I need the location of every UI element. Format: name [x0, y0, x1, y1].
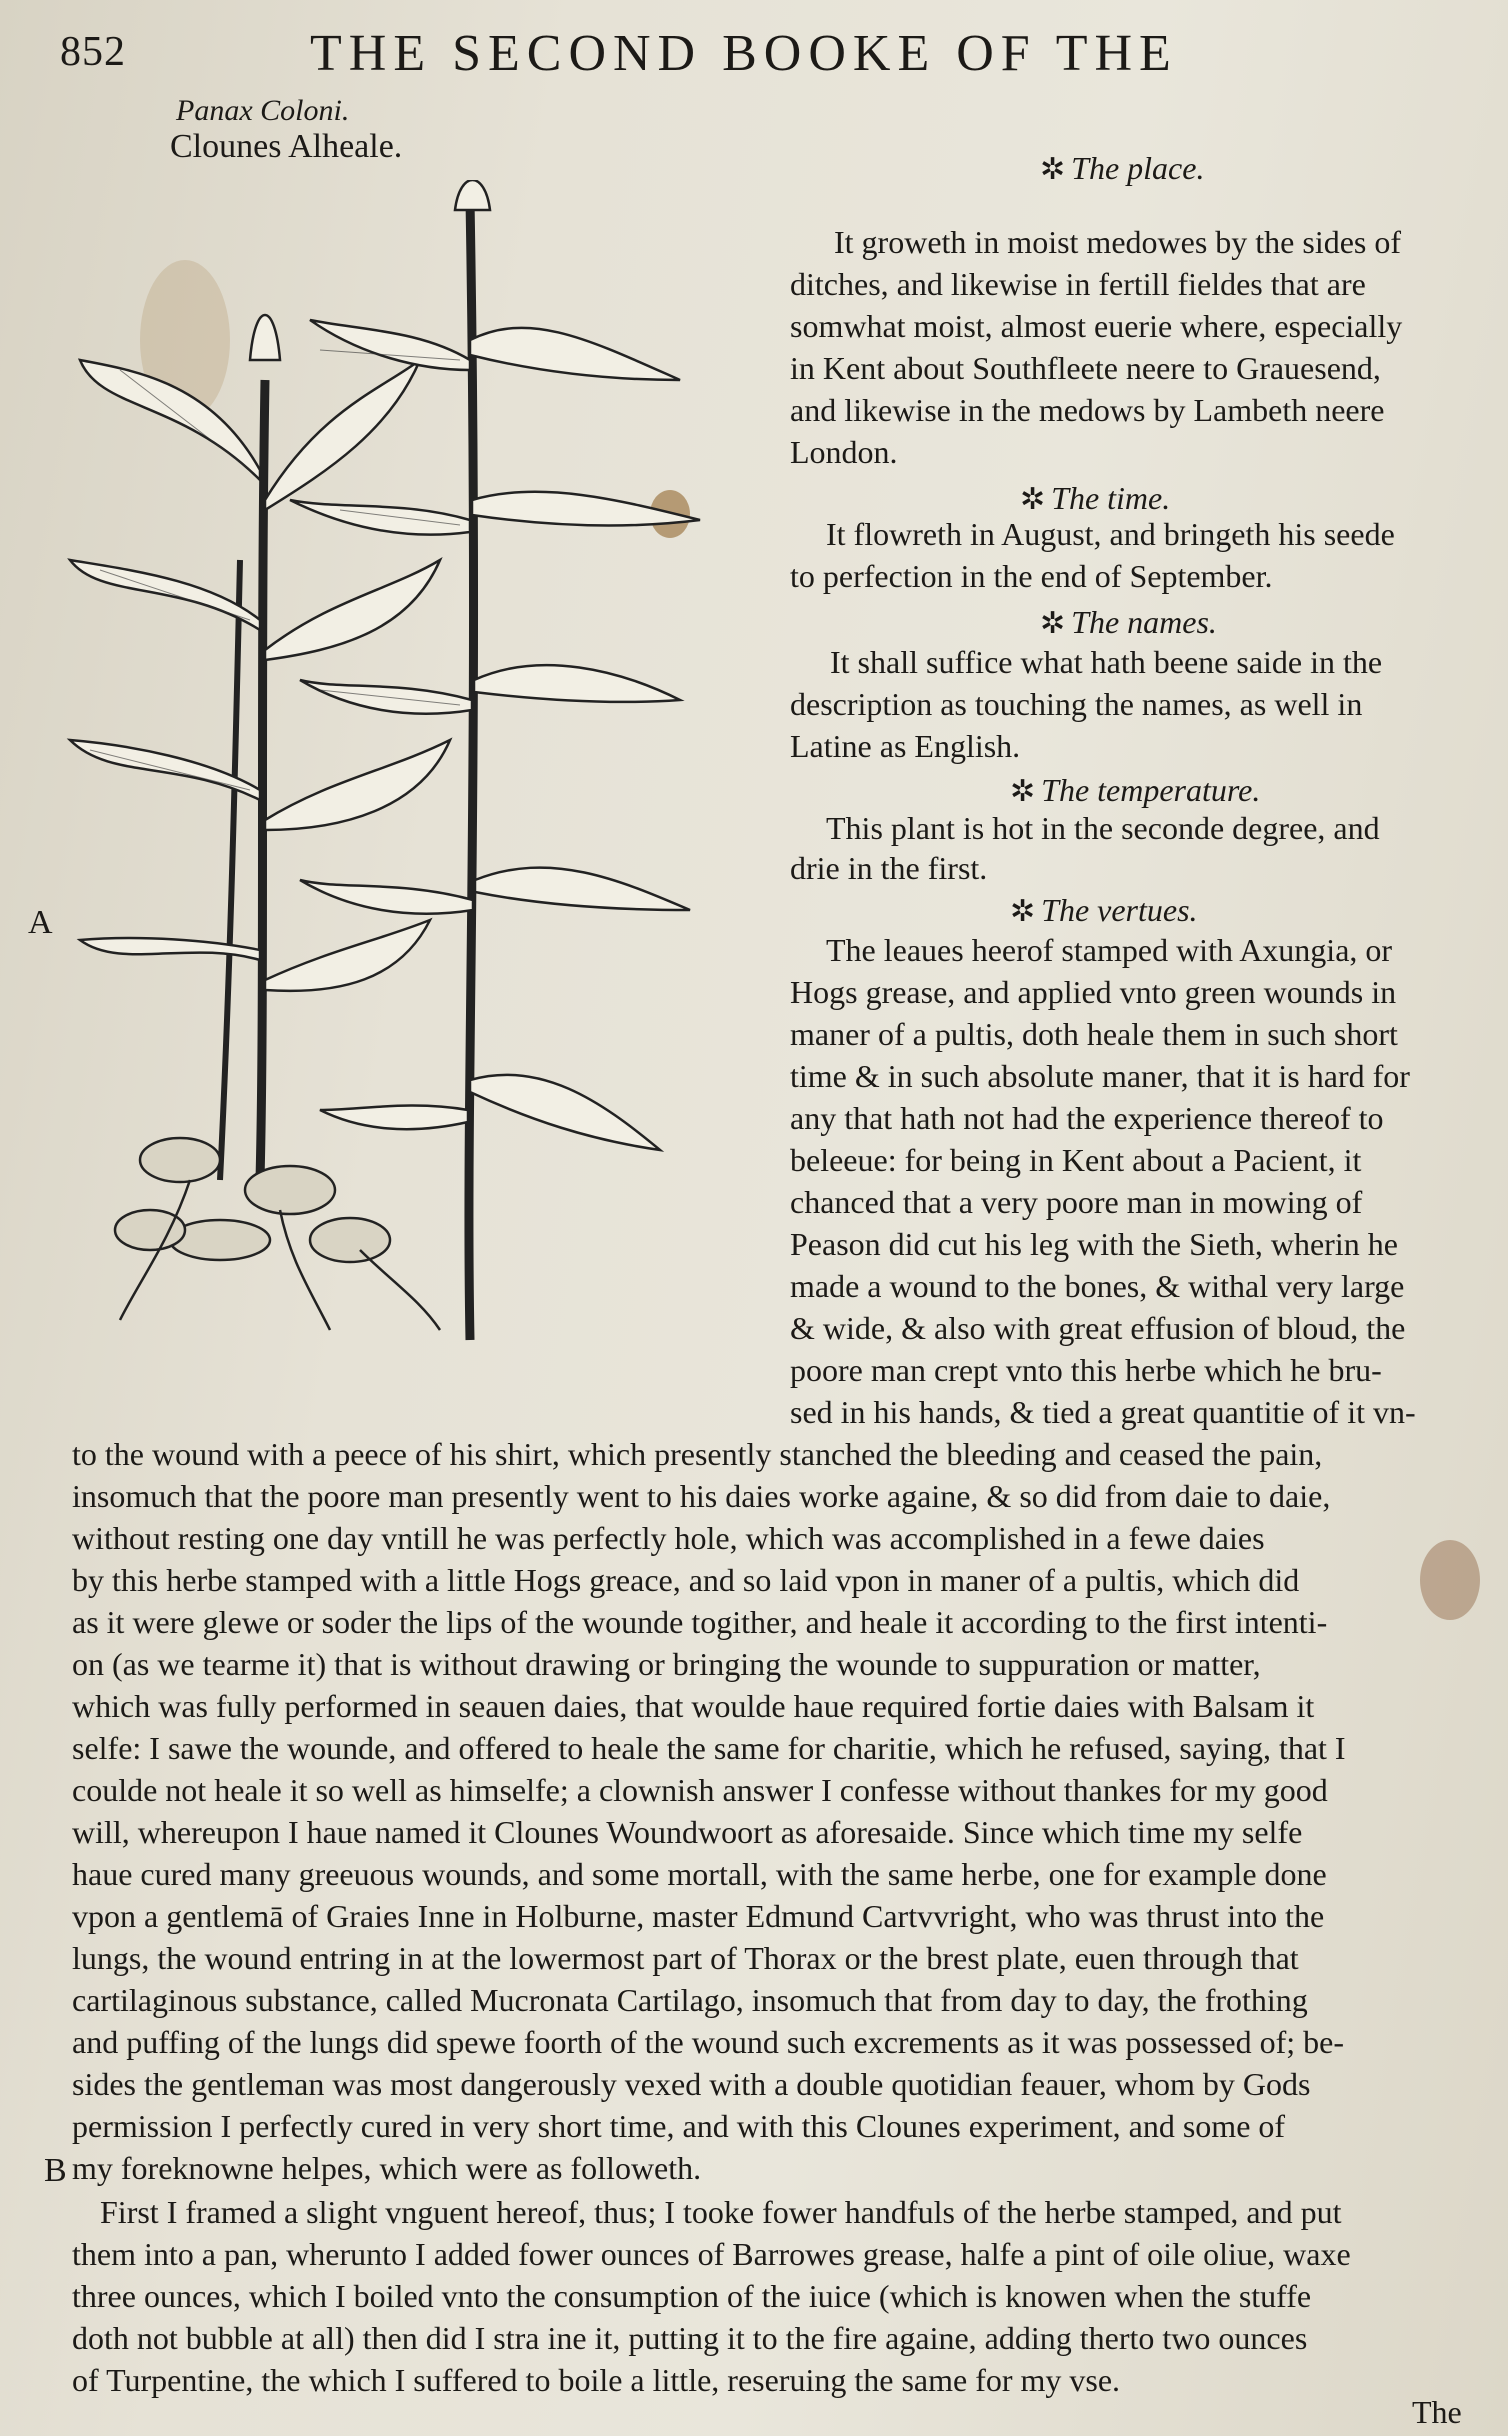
- text-line: somwhat moist, almost euerie where, especially: [790, 308, 1403, 344]
- text-line: It groweth in moist medowes by the sides of: [834, 224, 1402, 260]
- text-line: and puffing of the lungs did spewe foorth of the wound such excrements as it was possessed of; be-: [72, 2024, 1345, 2060]
- text-line: as it were glewe or soder the lips of the wounde togither, and heale it according to the first intenti-: [72, 1604, 1328, 1640]
- plant-woodcut-illustration: [60, 180, 710, 1350]
- text-line: which was fully performed in seauen daies, that woulde haue required fortie daies with Balsam it: [72, 1688, 1315, 1724]
- margin-marker-a: A: [28, 904, 53, 941]
- text-line: chanced that a very poore man in mowing of: [790, 1184, 1363, 1220]
- text-line: of Turpentine, the which I suffered to boile a little, reseruing the same for my vse.: [72, 2362, 1121, 2398]
- text-line: sides the gentleman was most dangerously vexed with a double quotidian feauer, whom by Gods: [72, 2066, 1311, 2102]
- text-line: made a wound to the bones, & withal very large: [790, 1268, 1405, 1304]
- text-line: First I framed a slight vnguent hereof, thus; I tooke fower handfuls of the herbe stamped, and put: [100, 2194, 1342, 2230]
- page-number: 852: [60, 29, 126, 75]
- text-line: Peason did cut his leg with the Sieth, wherin he: [790, 1226, 1398, 1262]
- section-heading-place: ✲ The place.: [1040, 150, 1205, 186]
- text-line: three ounces, which I boiled vnto the consumption of the iuice (which is knowen when the stuffe: [72, 2278, 1312, 2314]
- text-line: haue cured many greeuous wounds, and some mortall, with the same herbe, one for example done: [72, 1856, 1327, 1892]
- text-line: & wide, & also with great effusion of bloud, the: [790, 1310, 1406, 1346]
- margin-marker-b: B: [44, 2152, 67, 2189]
- text-line: cartilaginous substance, called Mucronata Cartilago, insomuch that from day to day, the frothing: [72, 1982, 1308, 2018]
- text-line: Hogs grease, and applied vnto green wounds in: [790, 974, 1397, 1010]
- text-line: will, whereupon I haue named it Clounes Woundwoort as aforesaide. Since which time my selfe: [72, 1814, 1303, 1850]
- text-line: without resting one day vntill he was perfectly hole, which was accomplished in a fewe daies: [72, 1520, 1265, 1556]
- text-line: on (as we tearme it) that is without drawing or bringing the wounde to suppuration or matter,: [72, 1646, 1261, 1682]
- text-line: beleeue: for being in Kent about a Pacient, it: [790, 1142, 1362, 1178]
- text-line: to perfection in the end of September.: [790, 558, 1273, 594]
- text-line: Latine as English.: [790, 728, 1021, 764]
- section-heading-vertues: ✲ The vertues.: [1010, 892, 1198, 928]
- text-line: in Kent about Southfleete neere to Grauesend,: [790, 350, 1381, 386]
- text-line: description as touching the names, as well in: [790, 686, 1363, 722]
- text-line: insomuch that the poore man presently went to his daies worke againe, & so did from daie to daie,: [72, 1478, 1331, 1514]
- asterism-icon: ✲: [1040, 153, 1066, 186]
- asterism-icon: ✲: [1010, 775, 1036, 808]
- text-line: permission I perfectly cured in very short time, and with this Clounes experiment, and some of: [72, 2108, 1286, 2144]
- text-line: them into a pan, wherunto I added fower ounces of Barrowes grease, halfe a pint of oile oliue, waxe: [72, 2236, 1351, 2272]
- text-line: my foreknowne helpes, which were as followeth.: [72, 2150, 702, 2186]
- text-line: lungs, the wound entring in at the lowermost part of Thorax or the brest plate, euen through that: [72, 1940, 1299, 1976]
- text-line: to the wound with a peece of his shirt, which presently stanched the bleeding and ceased the pain,: [72, 1436, 1323, 1472]
- text-line: selfe: I sawe the wounde, and offered to heale the same for charitie, which he refused, saying, that I: [72, 1730, 1346, 1766]
- text-line: time & in such absolute maner, that it is hard for: [790, 1058, 1410, 1094]
- section-heading-time: ✲ The time.: [1020, 480, 1171, 516]
- text-line: poore man crept vnto this herbe which he bru-: [790, 1352, 1382, 1388]
- text-line: coulde not heale it so well as himselfe; a clownish answer I confesse without thankes for my good: [72, 1772, 1328, 1808]
- section-heading-names: ✲ The names.: [1040, 604, 1217, 640]
- catchword: The: [1412, 2394, 1462, 2430]
- stain-mark: [1420, 1540, 1480, 1620]
- text-line: It flowreth in August, and bringeth his seede: [826, 516, 1395, 552]
- text-line: This plant is hot in the seconde degree, and: [826, 810, 1380, 846]
- text-line: The leaues heerof stamped with Axungia, or: [826, 932, 1393, 968]
- asterism-icon: ✲: [1040, 607, 1066, 640]
- asterism-icon: ✲: [1010, 895, 1036, 928]
- text-line: ditches, and likewise in fertill fieldes that are: [790, 266, 1366, 302]
- text-line: vpon a gentlemā of Graies Inne in Holburne, master Edmund Cartvvright, who was thrust into the: [72, 1898, 1325, 1934]
- text-line: London.: [790, 434, 898, 470]
- text-line: and likewise in the medows by Lambeth neere: [790, 392, 1385, 428]
- text-line: sed in his hands, & tied a great quantitie of it vn-: [790, 1394, 1416, 1430]
- text-line: It shall suffice what hath beene saide in the: [830, 644, 1383, 680]
- text-line: maner of a pultis, doth heale them in such short: [790, 1016, 1398, 1052]
- figure-english-caption: Clounes Alheale.: [170, 128, 403, 165]
- asterism-icon: ✲: [1020, 483, 1046, 516]
- text-line: doth not bubble at all) then did I stra ine it, putting it to the fire againe, adding therto two ounces: [72, 2320, 1308, 2356]
- section-heading-temperature: ✲ The temperature.: [1010, 772, 1261, 808]
- text-line: any that hath not had the experience thereof to: [790, 1100, 1384, 1136]
- text-line: by this herbe stamped with a little Hogs greace, and so laid vpon in maner of a pultis, which did: [72, 1562, 1300, 1598]
- figure-latin-caption: Panax Coloni.: [176, 94, 350, 127]
- running-head: THE SECOND BOOKE OF THE: [310, 25, 1178, 82]
- text-line: drie in the first.: [790, 850, 988, 886]
